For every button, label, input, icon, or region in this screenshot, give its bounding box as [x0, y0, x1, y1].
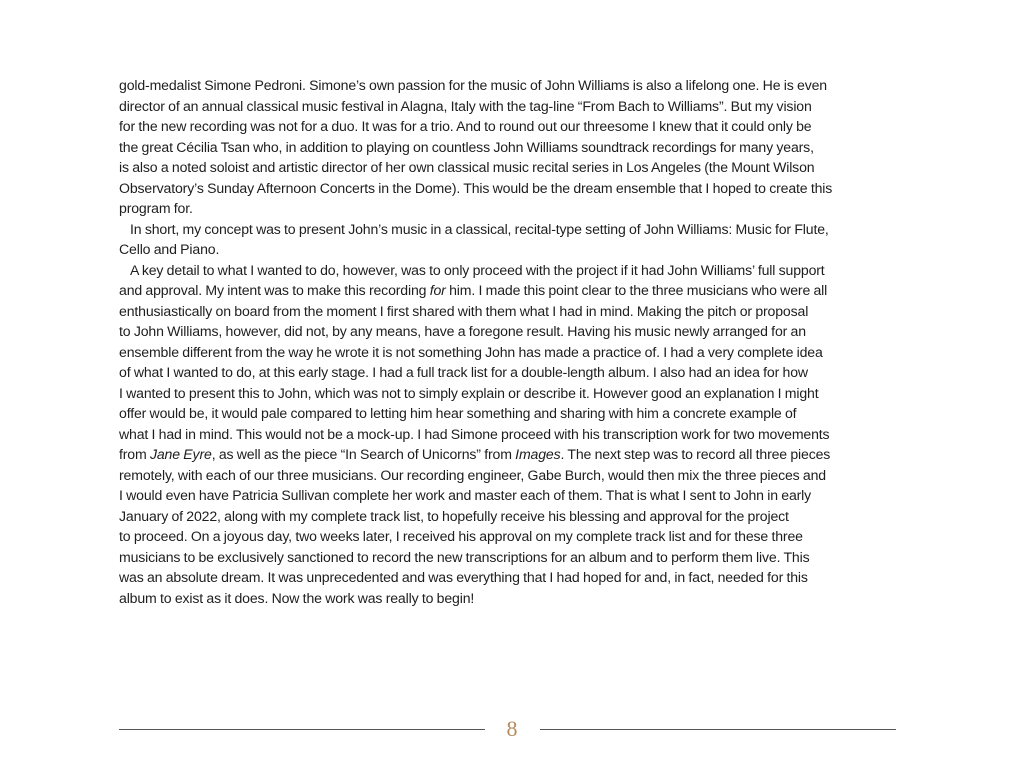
- text-segment: enthusiastically on board from the moment I first shared with them what I had in mind. Making the pitch or proposal: [119, 302, 809, 319]
- text-line: [119, 567, 919, 588]
- footer-rule-left: [119, 729, 485, 730]
- text-segment: musicians to be exclusively sanctioned to record the new transcriptions for an album and to perform them live. This: [119, 548, 810, 565]
- text-line: [119, 219, 919, 240]
- text-line: [119, 506, 919, 527]
- text-segment: was an absolute dream. It was unprecedented and was everything that I had hoped for and, in fact, needed for this: [119, 569, 808, 585]
- text-line: [119, 444, 919, 465]
- text-segment: what I had in mind. This would not be a mock-up. I had Simone proceed with his transcription work for two movements: [119, 425, 830, 442]
- text-segment: I wanted to present this to John, which was not to simply explain or describe it. However good an explanation I might: [119, 384, 819, 401]
- text-line: [119, 547, 919, 568]
- text-line: [119, 526, 919, 547]
- text-segment: from: [119, 446, 150, 462]
- text-segment: and approval. My intent was to make this recording: [119, 282, 430, 298]
- text-segment: of what I wanted to do, at this early stage. I had a full track list for a double-length album. I also had an idea for how: [119, 364, 808, 380]
- text-segment: is also a noted soloist and artistic director of her own classical music recital series in Los Angeles (the Mount Wilson: [119, 159, 815, 175]
- italic-title-text: Images: [515, 446, 561, 462]
- text-line: [119, 383, 919, 404]
- text-segment: In short, my concept was to present John’s music in a classical, recital-type setting of John Williams: Music for Flute,: [130, 220, 829, 237]
- text-segment: him. I made this point clear to the three musicians who were all: [445, 282, 828, 298]
- text-line: [119, 342, 919, 363]
- text-segment: January of 2022, along with my complete track list, to hopefully receive his blessing and approval for the project: [119, 507, 789, 524]
- text-line: [119, 424, 919, 445]
- text-line: [119, 96, 919, 117]
- text-line: [119, 137, 919, 158]
- text-line: [119, 116, 919, 137]
- text-segment: remotely, with each of our three musicians. Our recording engineer, Gabe Burch, would then mix the three pieces and: [119, 466, 826, 483]
- text-segment: Cello and Piano.: [119, 241, 220, 257]
- text-segment: gold-medalist Simone Pedroni. Simone’s own passion for the music of John Williams is also a lifelong one. He is even: [119, 77, 827, 93]
- text-line: [119, 485, 919, 506]
- italic-title-text: Jane Eyre: [149, 446, 212, 462]
- text-segment: , as well as the piece “In Search of Unicorns” from: [211, 446, 516, 462]
- text-segment: for the new recording was not for a duo. It was for a trio. And to round out our threesome I knew that it could only be: [119, 118, 812, 134]
- text-segment: director of an annual classical music festival in Alagna, Italy with the tag-line “From Bach to Williams”. But my vision: [119, 97, 812, 114]
- text-segment: ensemble different from the way he wrote it is not something John has made a practice of. I had a very complete idea: [119, 343, 823, 360]
- text-line: [119, 198, 919, 219]
- text-segment: to proceed. On a joyous day, two weeks later, I received his approval on my complete track list and for these three: [119, 528, 803, 544]
- text-segment: program for.: [119, 200, 193, 216]
- text-line: [119, 362, 919, 383]
- text-segment: offer would be, it would pale compared to letting him hear something and sharing with him a concrete example of: [119, 405, 797, 421]
- text-line: [119, 465, 919, 486]
- text-line: [119, 301, 919, 322]
- text-line: [119, 157, 919, 178]
- text-segment: Observatory’s Sunday Afternoon Concerts in the Dome). This would be the dream ensemble that I hoped to create this: [119, 179, 833, 196]
- body-text: [119, 75, 919, 608]
- text-line: [119, 260, 919, 281]
- text-line: [119, 75, 919, 96]
- text-line: [119, 321, 919, 342]
- text-line: [119, 239, 919, 260]
- text-line: [119, 588, 919, 609]
- page-number: 8: [506, 716, 518, 741]
- text-segment: A key detail to what I wanted to do, however, was to only proceed with the project if it had John Williams’ full support: [130, 261, 825, 278]
- text-segment: I would even have Patricia Sullivan complete her work and master each of them. That is what I sent to John in early: [119, 487, 812, 503]
- text-segment: the great Cécilia Tsan who, in addition to playing on countless John Williams soundtrack recordings for many years,: [119, 138, 814, 155]
- text-line: [119, 403, 919, 424]
- italic-title-text: for: [429, 282, 446, 298]
- text-segment: . The next step was to record all three pieces: [560, 446, 831, 462]
- text-line: [119, 178, 919, 199]
- text-segment: album to exist as it does. Now the work was really to begin!: [119, 589, 475, 606]
- footer-rule-right: [540, 729, 896, 730]
- text-segment: to John Williams, however, did not, by any means, have a foregone result. Having his music newly arranged for an: [119, 323, 806, 339]
- text-line: [119, 280, 919, 301]
